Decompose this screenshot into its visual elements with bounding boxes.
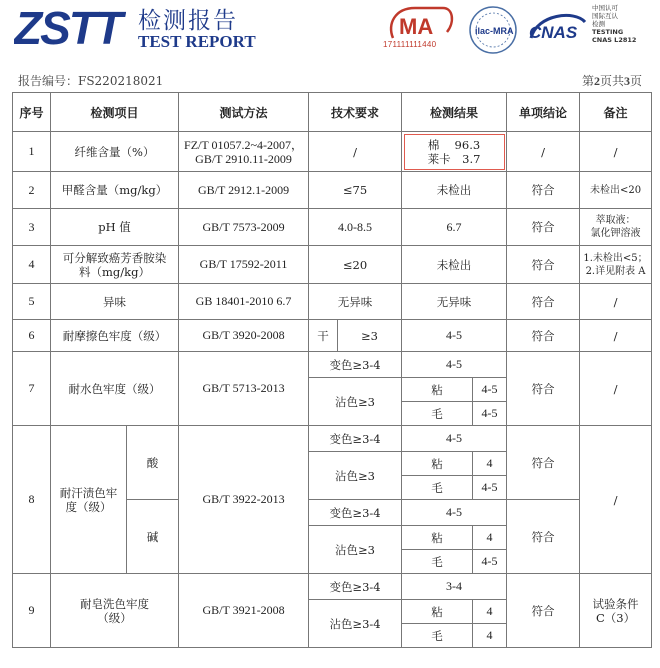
stain-value: 4-5 [473,402,507,426]
test-method: GB/T 3920-2008 [179,320,309,352]
header-row [13,93,652,132]
stain-value: 4 [473,526,507,550]
row-number: 1 [13,132,51,172]
note: 试验条件 C（3） [580,574,652,648]
test-result: 4-5 [402,320,507,352]
requirement: ≤75 [309,172,402,209]
zstt-logo [14,4,126,50]
test-method: GB/T 17592-2011 [179,246,309,284]
table-row [13,574,652,600]
requirement: ≤20 [309,246,402,284]
title-en: TEST REPORT [138,32,256,51]
col-header-conclusion: 单项结论 [507,93,580,132]
page-indicator: 第2页共3页 [581,74,642,88]
test-method: GB 18401-2010 6.7 [179,284,309,320]
note: 萃取液： 氯化钾溶液 [580,209,652,246]
stain-value: 4 [473,452,507,476]
result-change: 4-5 [402,426,507,452]
test-item: 耐摩擦色牢度（级） [51,320,179,352]
test-results-table [12,92,652,648]
row-number: 7 [13,352,51,426]
svg-text:MA: MA [399,14,434,39]
col-header-item: 检测项目 [51,93,179,132]
stain-value: 4 [473,624,507,648]
note: / [580,426,652,574]
test-method: GB/T 2912.1-2009 [179,172,309,209]
conclusion: 符合 [507,320,580,352]
conclusion: 符合 [507,172,580,209]
result-change: 4-5 [402,500,507,526]
test-method: FZ/T 01057.2~4-2007， GB/T 2910.11-2009 [179,132,309,172]
col-header-method: 测试方法 [179,93,309,132]
result-change: 3-4 [402,574,507,600]
title-cn: 检测报告 [138,8,238,34]
test-item: 可分解致癌芳香胺染 料（mg/kg） [51,246,179,284]
requirement: / [309,132,402,172]
stain-value: 4-5 [473,550,507,574]
conclusion: / [507,132,580,172]
requirement-stain: 沾色≥3 [309,378,402,426]
table-row [13,284,652,320]
table-row [13,209,652,246]
row-number: 2 [13,172,51,209]
requirement: 4.0-8.5 [309,209,402,246]
requirement-change: 变色≥3-4 [309,500,402,526]
conclusion: 符合 [507,246,580,284]
stain-fabric-label: 粘 [402,600,473,624]
row-number: 6 [13,320,51,352]
test-method: GB/T 3922-2013 [179,426,309,574]
stain-fabric-label: 粘 [402,526,473,550]
conclusion: 符合 [507,574,580,648]
test-result: 无异味 [402,284,507,320]
svg-text:ilac-MRA: ilac-MRA [475,26,514,36]
test-result: 未检出 [402,172,507,209]
row-number: 9 [13,574,51,648]
cnas-logo [527,8,589,46]
note: / [580,352,652,426]
stain-value: 4-5 [473,476,507,500]
report-number: 报告编号：FS220218021 [18,74,164,88]
row-number: 8 [13,426,51,574]
test-item: 纤维含量（%） [51,132,179,172]
stain-value: 4-5 [473,378,507,402]
row-number: 4 [13,246,51,284]
stain-fabric-label: 粘 [402,452,473,476]
test-item: 耐水色牢度（级） [51,352,179,426]
conclusion: 符合 [507,426,580,500]
requirement: 无异味 [309,284,402,320]
result-change: 4-5 [402,352,507,378]
svg-text:CNAS: CNAS [529,23,578,42]
requirement-change: 变色≥3-4 [309,574,402,600]
stain-fabric-label: 毛 [402,476,473,500]
table-row [13,320,652,352]
row-number: 3 [13,209,51,246]
requirement-stain: 沾色≥3 [309,452,402,500]
requirement-label: 干 [309,320,338,352]
svg-text:ZSTT: ZSTT [14,4,121,50]
cma-number: 171111111440 [383,40,437,49]
stain-fabric-label: 毛 [402,624,473,648]
table-row [13,246,652,284]
note: / [580,132,652,172]
note: 1.未检出<5； 2.详见附表 A [580,246,652,284]
ilac-mra-logo [467,4,519,56]
col-header-note: 备注 [580,93,652,132]
sub-item-alkali: 碱 [127,500,179,574]
test-item: 异味 [51,284,179,320]
test-method: GB/T 3921-2008 [179,574,309,648]
col-header-requirement: 技术要求 [309,93,402,132]
test-item: 耐皂洗色牢度 （级） [51,574,179,648]
table-row [13,426,652,452]
test-item: 耐汗渍色牢 度（级） [51,426,127,574]
cnas-accreditation-text: 中国认可 国际互认 检测 TESTING CNAS L2812 [592,4,637,44]
note: 未检出<20 [580,172,652,209]
row-number: 5 [13,284,51,320]
table-row [13,132,652,172]
test-item: 甲醛含量（mg/kg） [51,172,179,209]
requirement-change: 变色≥3-4 [309,352,402,378]
test-result: 6.7 [402,209,507,246]
note: / [580,284,652,320]
conclusion: 符合 [507,352,580,426]
test-method: GB/T 7573-2009 [179,209,309,246]
sub-item-acid: 酸 [127,426,179,500]
test-result: 未检出 [402,246,507,284]
requirement-change: 变色≥3-4 [309,426,402,452]
conclusion: 符合 [507,500,580,574]
test-result: 棉 96.3 莱卡 3.7 [402,132,507,172]
note: / [580,320,652,352]
stain-fabric-label: 粘 [402,378,473,402]
requirement: ≥3 [338,320,402,352]
conclusion: 符合 [507,284,580,320]
requirement-stain: 沾色≥3-4 [309,600,402,648]
table-row [13,352,652,378]
stain-fabric-label: 毛 [402,402,473,426]
stain-fabric-label: 毛 [402,550,473,574]
col-header-result: 检测结果 [402,93,507,132]
test-method: GB/T 5713-2013 [179,352,309,426]
test-item: pH 值 [51,209,179,246]
stain-value: 4 [473,600,507,624]
requirement-stain: 沾色≥3 [309,526,402,574]
conclusion: 符合 [507,209,580,246]
table-row [13,172,652,209]
col-header-no: 序号 [13,93,51,132]
